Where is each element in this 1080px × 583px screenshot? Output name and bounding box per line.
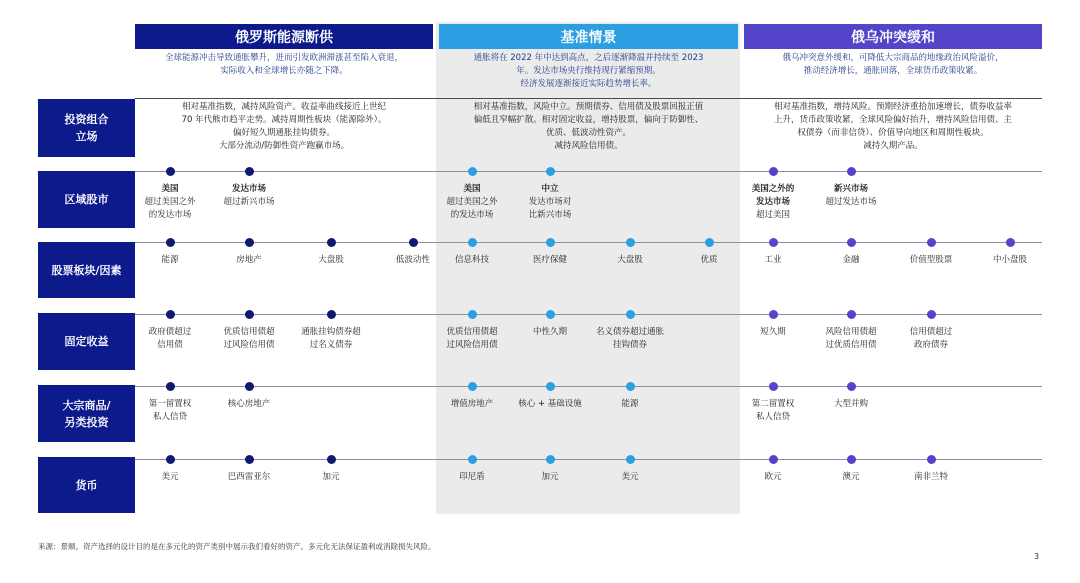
asset-item: [733, 254, 813, 267]
scenario-header-baseline: 基准情景: [439, 24, 738, 49]
asset-item: [891, 254, 971, 267]
stance-russia-energy-cutoff: 相对基准指数，减持风险资产。收益率曲线接近上世纪 70 年代熊市趋平走势。减持周期性板块（能源除外）。 偏好短久期通胀挂钩债券。 大部分流动/防御性资产跑赢市场。: [181, 102, 387, 151]
timeline-dot: [847, 455, 856, 464]
asset-item-text: 美元: [621, 472, 639, 482]
row-divider: [135, 459, 1042, 460]
timeline-dot: [847, 167, 856, 176]
asset-item: [510, 326, 590, 339]
asset-item: [510, 471, 590, 484]
asset-item-text: 中小盘股: [992, 255, 1027, 265]
asset-item: [590, 254, 670, 267]
asset-item: [130, 326, 210, 352]
asset-item-text: 第二留置权 私人信贷: [751, 399, 795, 422]
source-note: 来源：景顺。资产选择的设计目的是在多元化的资产类别中展示我们看好的资产。多元化无法保证盈利或消除损失风险。: [38, 542, 436, 551]
asset-item-text: 第一留置权 私人信贷: [148, 399, 192, 422]
asset-item-text: 增值房地产: [450, 399, 494, 409]
asset-item: [432, 398, 512, 411]
timeline-dot: [245, 455, 254, 464]
asset-item-text: 欧元: [764, 472, 782, 482]
baseline-column-shade: [436, 22, 740, 514]
asset-item-heading: 美国: [463, 184, 481, 194]
row-label-fixed-income: 固定收益: [38, 313, 135, 370]
asset-item-text: 医疗保健: [532, 255, 567, 265]
timeline-dot: [546, 382, 555, 391]
timeline-dot: [166, 238, 175, 247]
timeline-dot: [1006, 238, 1015, 247]
timeline-dot: [327, 310, 336, 319]
timeline-dot: [166, 167, 175, 176]
row-label-currencies: 货币: [38, 457, 135, 513]
timeline-dot: [769, 310, 778, 319]
asset-item: [209, 471, 289, 484]
row-label-portfolio-stance: 投资组合 立场: [38, 99, 135, 157]
asset-item: [432, 471, 512, 484]
asset-item: [291, 471, 371, 484]
asset-item: [432, 254, 512, 267]
timeline-dot: [166, 382, 175, 391]
asset-item: [291, 254, 371, 267]
timeline-dot: [847, 238, 856, 247]
asset-item: [432, 183, 512, 222]
asset-item-text: 巴西雷亚尔: [227, 472, 271, 482]
timeline-dot: [546, 238, 555, 247]
timeline-dot: [468, 167, 477, 176]
asset-item-heading: 美国之外的 发达市场: [751, 184, 795, 207]
asset-item-text: 核心 + 基础设施: [518, 399, 582, 409]
asset-item-text: 优质信用债超 过风险信用债: [446, 327, 498, 350]
scenario-description-russia-energy-cutoff: 全球能源冲击导致通胀攀升，进而引发欧洲滞涨甚至陷入衰退， 实际收入和全球增长亦随之下降。: [164, 53, 403, 76]
asset-item: [891, 471, 971, 484]
asset-item: [891, 326, 971, 352]
asset-item: [733, 326, 813, 339]
asset-item-text: 优质信用债超 过风险信用债: [223, 327, 275, 350]
asset-item: [432, 326, 512, 352]
timeline-dot: [468, 238, 477, 247]
asset-item: [733, 471, 813, 484]
asset-item-text: 大盘股: [318, 255, 344, 265]
asset-item: [510, 254, 590, 267]
asset-item-text: 印尼盾: [459, 472, 485, 482]
asset-item: [970, 254, 1050, 267]
asset-item-text: 短久期: [760, 327, 786, 337]
timeline-dot: [769, 382, 778, 391]
timeline-dot: [927, 455, 936, 464]
asset-item-text: 加元: [541, 472, 559, 482]
asset-item-text: 美元: [161, 472, 179, 482]
asset-item: [590, 398, 670, 411]
timeline-dot: [245, 167, 254, 176]
asset-item-text: 信息科技: [454, 255, 489, 265]
asset-item-text: 澳元: [842, 472, 860, 482]
scenario-description-russia-ukraine-easing: 俄乌冲突意外缓和，可降低大宗商品的地缘政治风险溢价， 推动经济增长，通胀回落，全球货币政策收紧。: [782, 53, 1004, 76]
row-label-commodities-alternatives: 大宗商品/ 另类投资: [38, 385, 135, 442]
scenario-header-russia-energy-cutoff: 俄罗斯能源断供: [135, 24, 433, 49]
row-divider: [135, 171, 1042, 172]
timeline-dot: [245, 382, 254, 391]
asset-item: [209, 183, 289, 209]
asset-item: [130, 183, 210, 222]
timeline-dot: [769, 238, 778, 247]
header-divider: [135, 98, 1042, 99]
asset-item: [209, 254, 289, 267]
timeline-dot: [468, 455, 477, 464]
asset-item: [811, 326, 891, 352]
asset-item-text: 超过美国之外 的发达市场: [446, 197, 498, 220]
asset-item-text: 核心房地产: [227, 399, 271, 409]
asset-item: [510, 183, 590, 222]
row-label-equity-sectors-factors: 股票板块/因素: [38, 242, 135, 298]
timeline-dot: [245, 238, 254, 247]
stance-russia-ukraine-easing: 相对基准指数，增持风险。预期经济重拾加速增长，债券收益率 上升，货币政策收紧，全球风险偏好抬升，增持风险信用债、主 权债券（而非信贷）、价值导向地区和周期性板块。 减持久期产品。: [773, 102, 1012, 151]
asset-item-text: 大型并购: [833, 399, 868, 409]
timeline-dot: [327, 238, 336, 247]
scenario-description-baseline: 通胀将在 2022 年中达到高点，之后逐渐降温并持续至 2023 年。发达市场央行维持现行紧缩预期。 经济发展逐渐接近实际趋势增长率。: [473, 53, 704, 89]
row-label-regional-equities: 区域股市: [38, 171, 135, 228]
timeline-dot: [626, 310, 635, 319]
asset-item-text: 房地产: [236, 255, 262, 265]
asset-item-text: 工业: [764, 255, 782, 265]
stance-baseline: 相对基准指数，风险中立。预期债券、信用债及股票回报正值 偏低且窄幅扩散。相对固定收益，增持股票，偏向于防御性、 优质、低波动性资产。 减持风险信用债。: [473, 102, 704, 151]
page-number: 3: [1034, 552, 1040, 561]
timeline-dot: [769, 167, 778, 176]
asset-item-text: 能源: [621, 399, 639, 409]
asset-item-text: 风险信用债超 过优质信用债: [825, 327, 877, 350]
asset-item-text: 超过美国之外 的发达市场: [144, 197, 196, 220]
asset-item: [209, 326, 289, 352]
timeline-dot: [927, 238, 936, 247]
timeline-dot: [245, 310, 254, 319]
timeline-dot: [626, 455, 635, 464]
asset-item-text: 优质: [700, 255, 718, 265]
timeline-dot: [705, 238, 714, 247]
asset-item: [811, 471, 891, 484]
asset-item: [209, 398, 289, 411]
timeline-dot: [546, 310, 555, 319]
asset-item-text: 低波动性: [395, 255, 430, 265]
asset-item-text: 金融: [842, 255, 860, 265]
timeline-dot: [847, 310, 856, 319]
timeline-dot: [626, 382, 635, 391]
asset-item: [811, 254, 891, 267]
timeline-dot: [546, 455, 555, 464]
asset-item-heading: 新兴市场: [833, 184, 868, 194]
row-divider: [135, 386, 1042, 387]
asset-item: [291, 326, 371, 352]
asset-item-heading: 美国: [161, 184, 179, 194]
scenario-header-russia-ukraine-easing: 俄乌冲突缓和: [744, 24, 1042, 49]
timeline-dot: [166, 310, 175, 319]
asset-item-text: 价值型股票: [909, 255, 953, 265]
asset-item-text: 中性久期: [532, 327, 567, 337]
timeline-dot: [468, 382, 477, 391]
asset-item-text: 超过新兴市场: [223, 197, 275, 207]
asset-item: [130, 471, 210, 484]
asset-item-text: 发达市场对 比新兴市场: [528, 197, 572, 220]
asset-item: [811, 398, 891, 411]
asset-item-text: 大盘股: [617, 255, 643, 265]
timeline-dot: [468, 310, 477, 319]
asset-item: [590, 471, 670, 484]
asset-item-text: 能源: [161, 255, 179, 265]
asset-item-heading: 中立: [541, 184, 559, 194]
asset-item: [130, 254, 210, 267]
asset-item-text: 名义债券超过通胀 挂钩债券: [595, 327, 664, 350]
asset-item-text: 信用债超过 政府债券: [909, 327, 953, 350]
timeline-dot: [626, 238, 635, 247]
timeline-dot: [409, 238, 418, 247]
asset-item: [733, 398, 813, 424]
timeline-dot: [769, 455, 778, 464]
asset-item-text: 超过美国: [755, 210, 790, 220]
asset-item: [590, 326, 670, 352]
timeline-dot: [927, 310, 936, 319]
asset-item-heading: 发达市场: [231, 184, 266, 194]
asset-item-text: 加元: [322, 472, 340, 482]
asset-item-text: 政府债超过 信用债: [148, 327, 192, 350]
asset-item: [811, 183, 891, 209]
asset-item-text: 南非兰特: [913, 472, 948, 482]
timeline-dot: [166, 455, 175, 464]
asset-item: [510, 398, 590, 411]
asset-item: [130, 398, 210, 424]
asset-item-text: 通胀挂钩债券超 过名义债券: [301, 327, 361, 350]
row-divider: [135, 314, 1042, 315]
asset-item-text: 超过发达市场: [825, 197, 877, 207]
timeline-dot: [546, 167, 555, 176]
timeline-dot: [847, 382, 856, 391]
timeline-dot: [327, 455, 336, 464]
asset-item: [733, 183, 813, 222]
row-divider: [135, 242, 1042, 243]
